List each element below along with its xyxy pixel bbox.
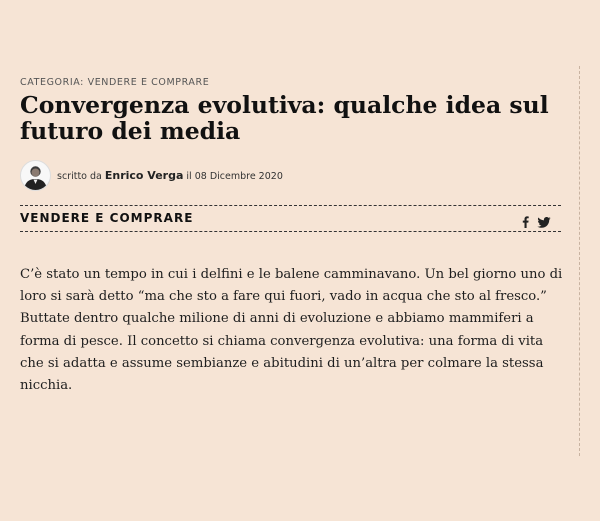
article-title: Convergenza evolutiva: qualche idea sul futuro dei media xyxy=(20,91,549,145)
social-share xyxy=(522,216,551,228)
section-link[interactable]: VENDERE E COMPRARE xyxy=(20,211,194,225)
twitter-icon[interactable] xyxy=(537,217,551,228)
byline xyxy=(57,169,283,182)
byline-prefix: scritto da xyxy=(57,171,102,182)
category-label: CATEGORIA: VENDERE E COMPRARE xyxy=(20,77,210,88)
author-link[interactable]: Enrico Verga xyxy=(104,169,184,182)
page-divider xyxy=(579,66,580,456)
author-photo-icon xyxy=(21,161,50,190)
facebook-icon[interactable] xyxy=(522,216,529,228)
avatar[interactable] xyxy=(20,160,51,191)
section-rule-bottom xyxy=(20,231,561,232)
publish-date: il 08 Dicembre 2020 xyxy=(186,171,283,182)
section-rule-top xyxy=(20,205,561,206)
author-row xyxy=(20,160,283,191)
article-body: C’è stato un tempo in cui i delfini e le balene camminavano. Un bel giorno uno di loro si sarà detto “ma che sto a fare qui fuori, vado in acqua che sto al fresco.” Buttate dentro qualche milione di anni di evoluzione e abbiamo mammiferi a forma di pesce. Il concetto si chiama convergenza evolutiva: una forma di vita che si adatta e assume sembianze e abitudini di un’altra per colmare la stessa nicchia. xyxy=(20,267,563,394)
